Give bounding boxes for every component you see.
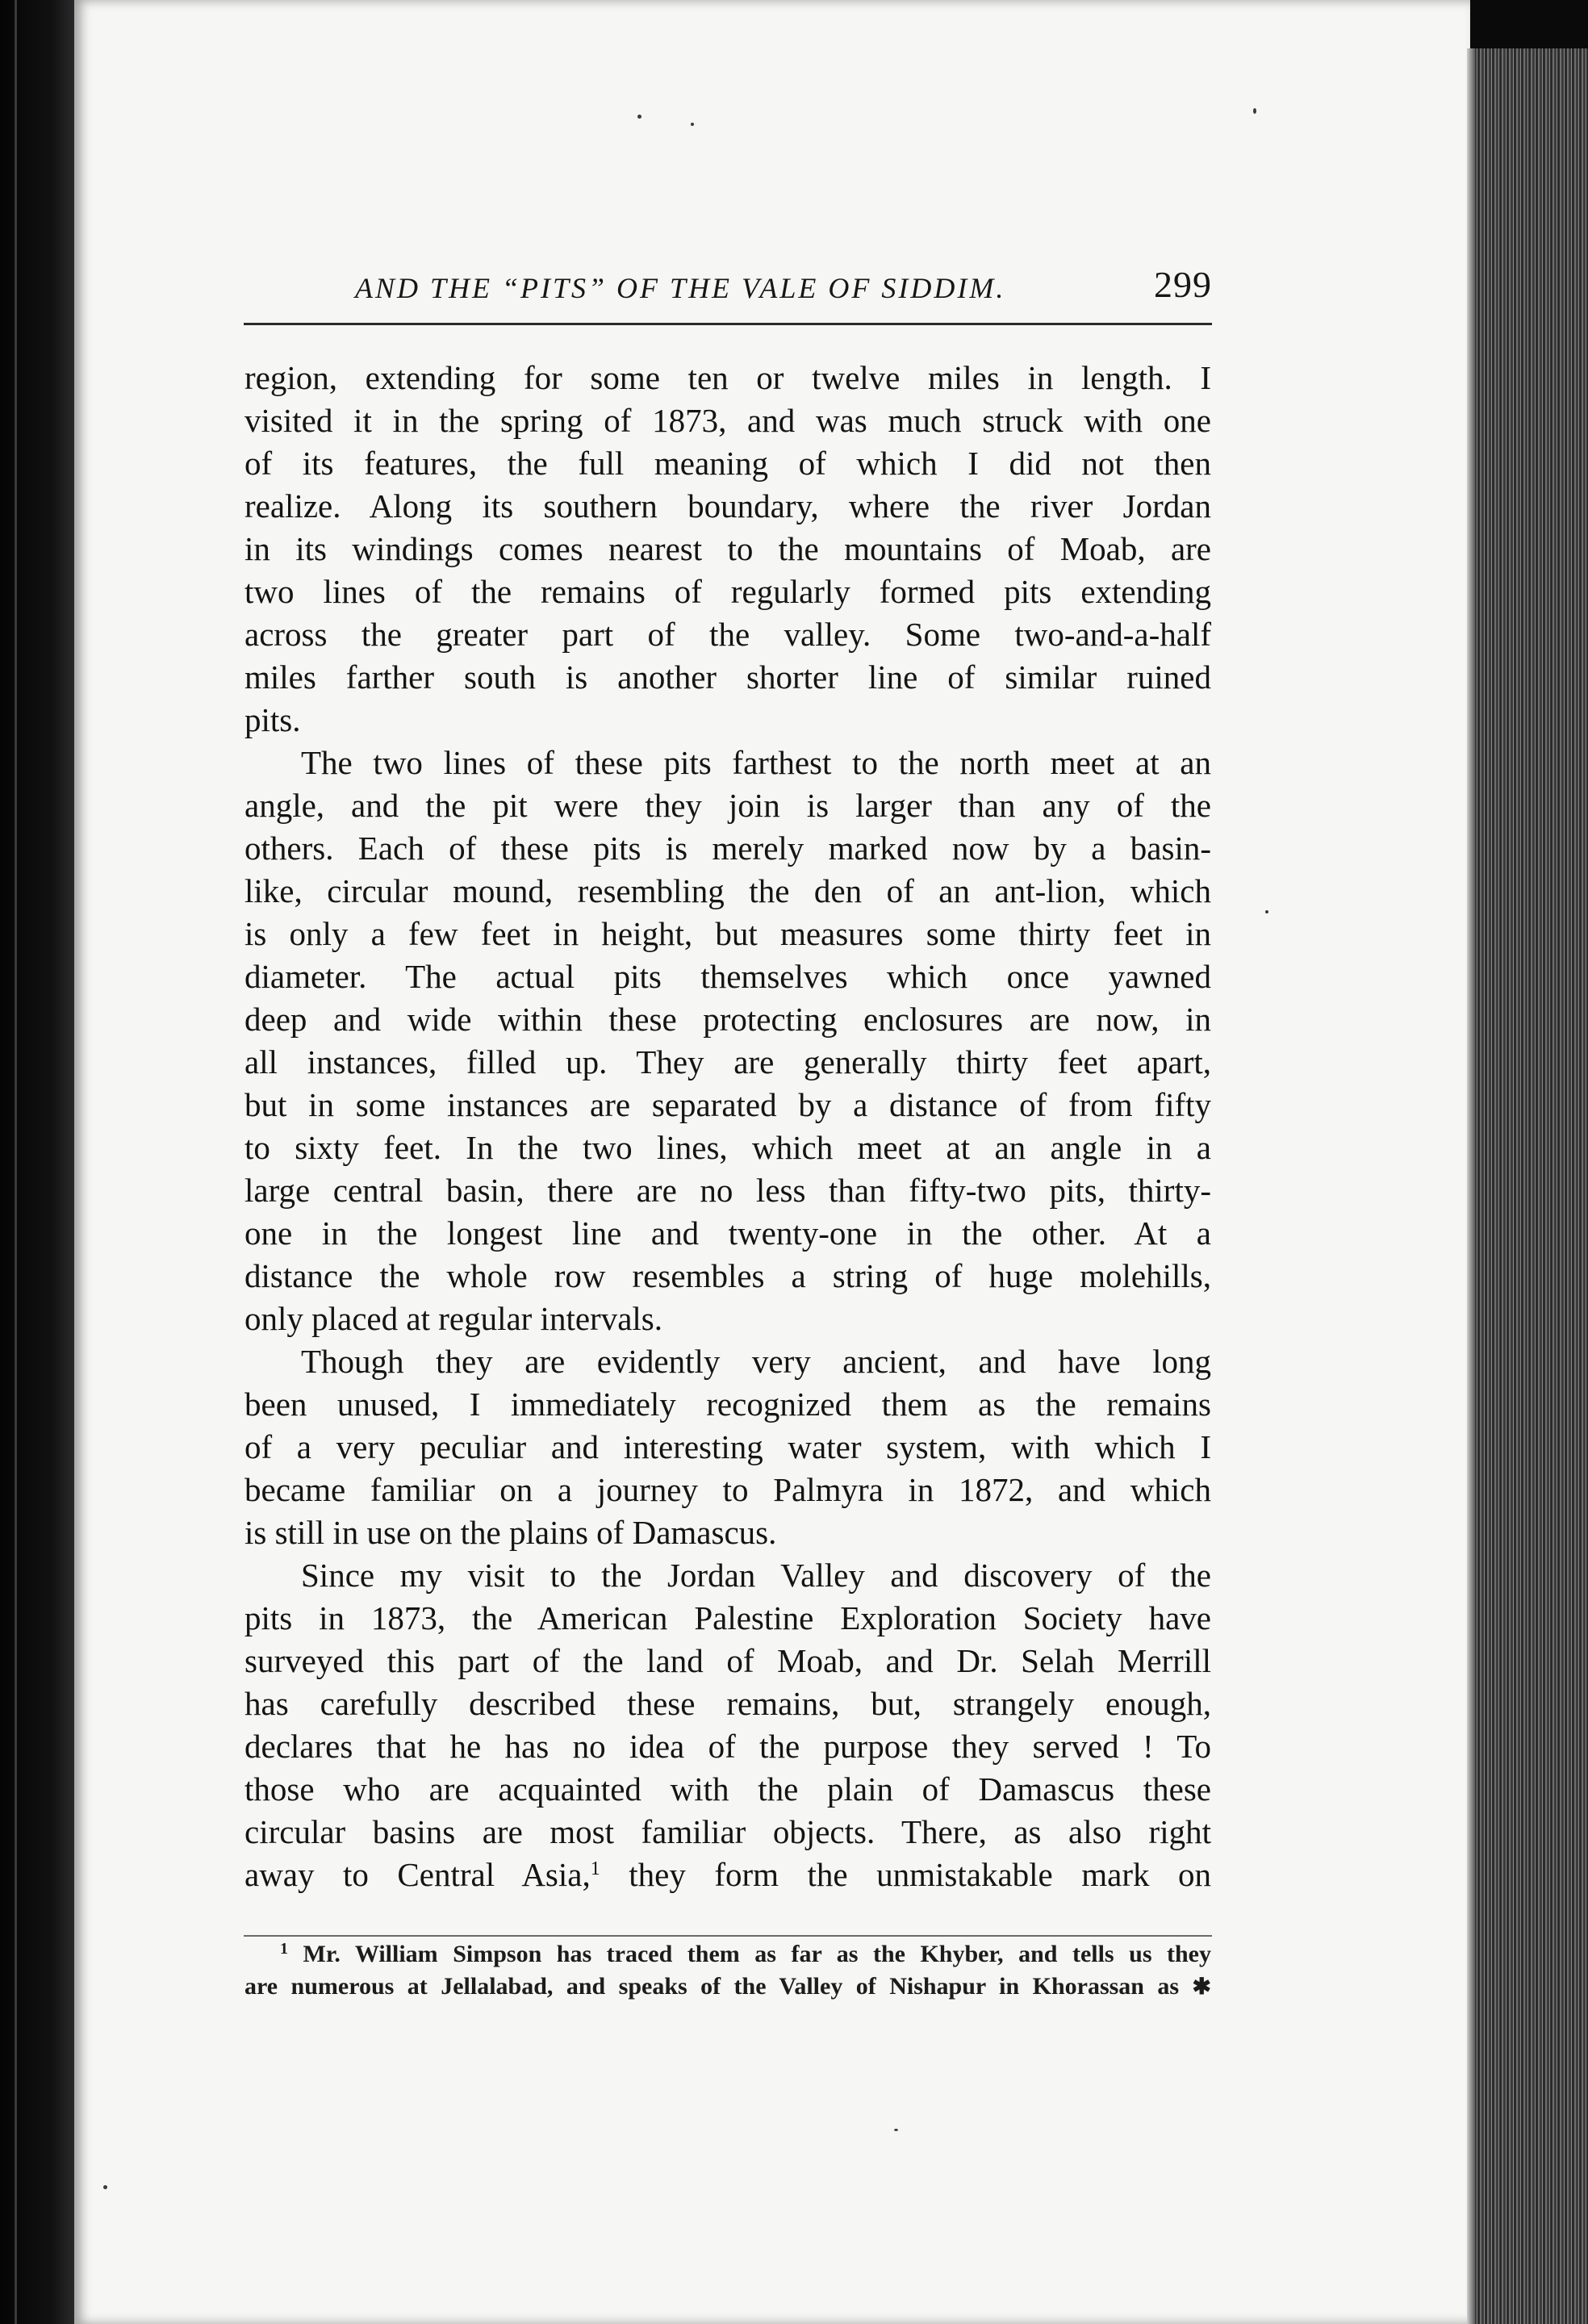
scan-speck — [103, 2185, 107, 2189]
text-line: but in some instances are separated by a distance of from fifty — [244, 1086, 1211, 1123]
text-line: two lines of the remains of regularly formed pits extending — [244, 573, 1211, 610]
footnote-rule — [244, 1935, 1212, 1937]
text-line: only placed at regular intervals. — [244, 1300, 662, 1337]
text-line: is only a few feet in height, but measures some thirty feet in — [244, 915, 1211, 952]
footnote-line — [244, 1938, 1211, 1971]
page-edges-top-shadow — [1470, 0, 1588, 48]
text-line: all instances, filled up. They are generally thirty feet apart, — [244, 1043, 1211, 1080]
gutter-edge-line — [15, 0, 17, 2324]
scan-speck — [691, 123, 694, 126]
text-line: distance the whole row resembles a string of huge molehills, — [244, 1257, 1211, 1294]
left-gutter — [0, 0, 74, 2324]
text-fragment: they form the unmistakable mark on — [600, 1856, 1211, 1893]
text-line: pits in 1873, the American Palestine Exploration Society have — [244, 1599, 1211, 1636]
text-line: has carefully described these remains, but, strangely enough, — [244, 1685, 1211, 1722]
text-line: those who are acquainted with the plain of Damascus these — [244, 1770, 1211, 1808]
footnote — [244, 1938, 1211, 2003]
text-line: is still in use on the plains of Damascus. — [244, 1514, 777, 1551]
text-line: of a very peculiar and interesting water system, with which I — [244, 1428, 1211, 1465]
text-line: others. Each of these pits is merely marked now by a basin- — [244, 830, 1211, 867]
scan-speck — [1265, 910, 1268, 913]
footnote-text: are numerous at Jellalabad, and speaks of the Valley of Nishapur in Khorassan as — [244, 1973, 1180, 2000]
text-line: to sixty feet. In the two lines, which meet at an angle in a — [244, 1129, 1211, 1166]
running-head — [244, 257, 1212, 329]
text-line: miles farther south is another shorter line of similar ruined — [244, 658, 1211, 696]
footnote-text: Mr. William Simpson has traced them as far as the Khyber, and tells us they — [303, 1941, 1211, 1967]
running-title: AND THE “PITS” OF THE VALE OF SIDDIM. — [355, 272, 1006, 304]
body-text — [244, 357, 1211, 1896]
text-line: like, circular mound, resembling the den of an ant-lion, which — [244, 872, 1211, 909]
text-line: across the greater part of the valley. Some two-and-a-half — [244, 616, 1211, 653]
text-line: of its features, the full meaning of which I did not then — [244, 445, 1211, 482]
text-line-with-footnote-ref — [244, 1854, 1211, 1896]
text-line: The two lines of these pits farthest to the north meet at an — [301, 744, 1211, 781]
page-edge-lip — [1467, 48, 1475, 2324]
text-line: Since my visit to the Jordan Valley and discovery of the — [301, 1557, 1211, 1594]
text-line: in its windings comes nearest to the mountains of Moab, are — [244, 530, 1211, 567]
text-line: Though they are evidently very ancient, and have long — [301, 1343, 1211, 1380]
text-line: been unused, I immediately recognized them as the remains — [244, 1386, 1211, 1423]
text-line: pits. — [244, 701, 301, 738]
text-line: declares that he has no idea of the purpose they served ! To — [244, 1728, 1211, 1765]
page-number: 299 — [1154, 264, 1212, 305]
text-line: one in the longest line and twenty-one in the other. At a — [244, 1214, 1211, 1252]
text-line: angle, and the pit were they join is larger than any of the — [244, 787, 1211, 824]
text-line: circular basins are most familiar objects. There, as also right — [244, 1813, 1211, 1850]
text-fragment: away to Central Asia, — [244, 1856, 591, 1893]
footnote-marker: 1 — [280, 1940, 288, 1958]
footnote-reference: 1 — [590, 1858, 600, 1879]
text-line: large central basin, there are no less than fifty-two pits, thirty- — [244, 1172, 1211, 1209]
scan-speck — [1253, 108, 1256, 114]
scan-speck — [894, 2129, 898, 2131]
footnote-line — [244, 1971, 1211, 2003]
text-line: region, extending for some ten or twelve miles in length. I — [244, 359, 1211, 396]
running-head-rule — [244, 323, 1212, 325]
text-line: realize. Along its southern boundary, where the river Jordan — [244, 487, 1211, 525]
text-line: became familiar on a journey to Palmyra in 1872, and which — [244, 1471, 1211, 1508]
scan-speck — [637, 115, 641, 119]
text-line: diameter. The actual pits themselves which once yawned — [244, 958, 1211, 995]
text-line: deep and wide within these protecting enclosures are now, in — [244, 1001, 1211, 1038]
stacked-page-edges — [1470, 48, 1588, 2324]
text-line: visited it in the spring of 1873, and was much struck with one — [244, 402, 1211, 439]
asterisk-icon: ✱ — [1192, 1975, 1212, 2000]
text-line: surveyed this part of the land of Moab, and Dr. Selah Merrill — [244, 1642, 1211, 1679]
